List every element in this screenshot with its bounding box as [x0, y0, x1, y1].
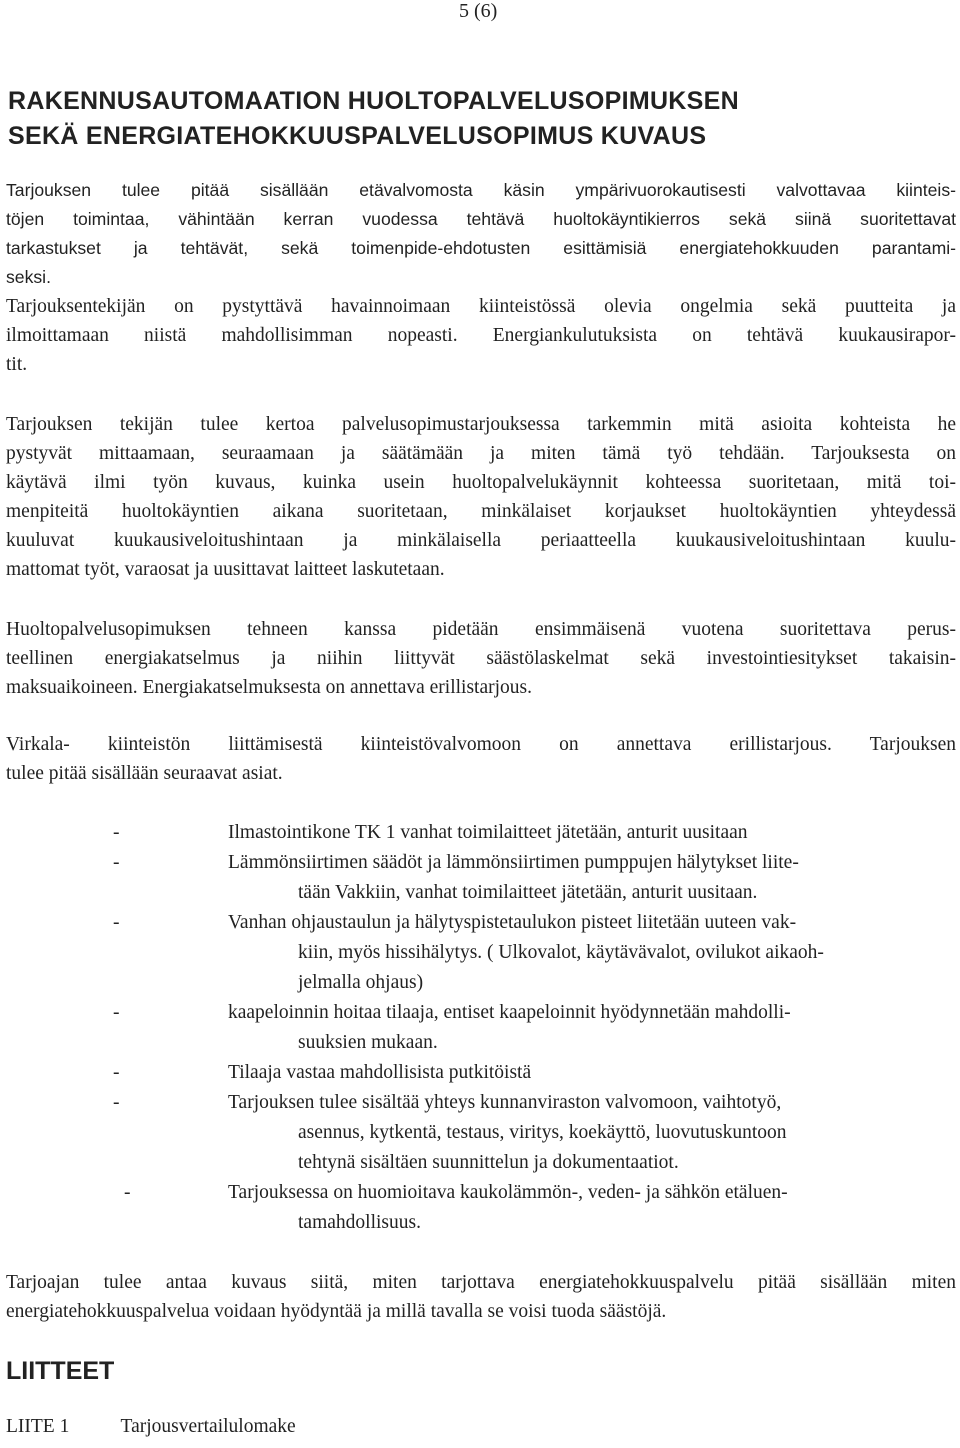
requirements-list [0, 818, 960, 1238]
paragraph-line: maksuaikoineen. Energiakatselmuksesta on annettava erillistarjous. [6, 677, 532, 698]
list-dash: - [113, 1062, 120, 1083]
list-item-text: suuksien mukaan. [298, 1032, 438, 1053]
paragraph-line: ilmoittamaan niistä mahdollisimman nopeasti. Energiankulutuksista on tehtävä kuukausirapor- [6, 325, 956, 346]
list-item [0, 848, 944, 908]
attachments-heading: LIITTEET [6, 1357, 115, 1385]
title-line-1: RAKENNUSAUTOMAATION HUOLTOPALVELUSOPIMUKSEN [8, 87, 739, 115]
list-dash: - [124, 1182, 131, 1203]
list-item [0, 1178, 944, 1238]
list-item [0, 908, 944, 998]
list-item-text: tehtynä sisältäen suunnittelun ja dokumentaatiot. [298, 1152, 679, 1173]
list-dash: - [113, 822, 120, 843]
list-item-text: jelmalla ohjaus) [298, 972, 424, 993]
paragraph-line: tulee pitää sisällään seuraavat asiat. [6, 763, 283, 784]
paragraph-line: tit. [6, 354, 28, 375]
paragraph-line: Huoltopalvelusopimuksen tehneen kanssa pidetään ensimmäisenä vuotena suoritettava perus- [6, 619, 956, 640]
paragraph-line: Virkala- kiinteistön liittämisestä kiinteistövalvomoon on annettava erillistarjous. Tarjouksen [6, 734, 956, 755]
list-dash: - [113, 852, 120, 873]
paragraph-line: käytävä ilmi työn kuvaus, kuinka usein huoltopalvelukäynnit kohteessa suoritetaan, mitä toi- [6, 472, 956, 493]
list-item [0, 1088, 944, 1178]
paragraph-line: Tarjouksen tekijän tulee kertoa palvelusopimustarjouksessa tarkemmin mitä asioita kohteista he [6, 414, 956, 435]
list-item-text: Vanhan ohjaustaulun ja hälytyspistetaulukon pisteet liitetään uuteen vak- [228, 912, 797, 933]
paragraph-line: töjen toimintaa, vähintään kerran vuodessa tehtävä huoltokäyntikierros sekä siinä suoritettavat [6, 209, 956, 229]
paragraph-line: mattomat työt, varaosat ja uusittavat laitteet laskutetaan. [6, 559, 445, 580]
list-dash: - [113, 1092, 120, 1113]
title-line-2: SEKÄ ENERGIATEHOKKUUSPALVELUSOPIMUS KUVAUS [8, 122, 707, 150]
attachment-row [6, 1416, 296, 1438]
paragraph-line: menpiteitä huoltokäyntien aikana suoritetaan, minkälaiset korjaukset huoltokäyntien yhteydessä [6, 501, 956, 522]
page-number: 5 (6) [459, 0, 498, 22]
list-item-text: Tarjouksessa on huomioitava kaukolämmön-, veden- ja sähkön etäluen- [228, 1182, 788, 1203]
list-item-text: tään Vakkiin, vanhat toimilaitteet jätetään, anturit uusitaan. [298, 882, 758, 903]
document-title [8, 84, 739, 154]
list-item [0, 998, 944, 1058]
paragraph-line: Tarjoajan tulee antaa kuvaus siitä, miten tarjottava energiatehokkuuspalvelu pitää sisällään miten [6, 1272, 956, 1293]
paragraph-line: Tarjouksentekijän on pystyttävä havainnoimaan kiinteistössä olevia ongelmia sekä puutteita ja [6, 296, 956, 317]
monitoring-paragraph [6, 292, 956, 379]
list-item-text: kaapeloinnin hoitaa tilaaja, entiset kaapeloinnit hyödynnetään mahdolli- [228, 1002, 791, 1023]
intro-paragraph [6, 176, 956, 292]
list-item-text: Tilaaja vastaa mahdollisista putkitöistä [228, 1062, 532, 1083]
list-item-text: tamahdollisuus. [298, 1212, 421, 1233]
list-dash: - [113, 912, 120, 933]
list-item-text: asennus, kytkentä, testaus, viritys, koekäyttö, luovutuskuntoon [298, 1122, 787, 1143]
virkala-paragraph [6, 730, 956, 788]
paragraph-line: pystyvät mittaamaan, seuraamaan ja säätämään ja miten tämä työ tehdään. Tarjouksesta on [6, 443, 956, 464]
paragraph-line: seksi. [6, 267, 51, 287]
paragraph-line: Tarjouksen tulee pitää sisällään etävalvomosta käsin ympärivuorokautisesti valvottavaa kiinteis- [6, 180, 956, 200]
paragraph-line: tarkastukset ja tehtävät, sekä toimenpide-ehdotusten esittämisiä energiatehokkuuden parantami- [6, 238, 956, 258]
list-item [0, 1058, 944, 1088]
paragraph-line: energiatehokkuuspalvelua voidaan hyödyntää ja millä tavalla se voisi tuoda säästöjä. [6, 1301, 667, 1322]
attachment-label: LIITE 1 [6, 1416, 70, 1437]
list-dash: - [113, 1002, 120, 1023]
energy-audit-paragraph [6, 615, 956, 702]
offer-content-paragraph [6, 410, 956, 584]
list-item-text: Ilmastointikone TK 1 vanhat toimilaitteet jätetään, anturit uusitaan [228, 822, 748, 843]
paragraph-line: kuuluvat kuukausiveloitushintaan ja minkälaisella periaatteella kuukausiveloitushintaan kuulu- [6, 530, 956, 551]
list-item-text: Tarjouksen tulee sisältää yhteys kunnanviraston valvomoon, vaihtotyö, [228, 1092, 782, 1113]
list-item-text: Lämmönsiirtimen säädöt ja lämmönsiirtimen pumppujen hälytykset liite- [228, 852, 799, 873]
list-item [0, 818, 944, 848]
paragraph-line: teellinen energiakatselmus ja niihin liittyvät säästölaskelmat sekä investointiesitykset takaisin- [6, 648, 956, 669]
attachment-name: Tarjousvertailulomake [120, 1416, 296, 1437]
list-item-text: kiin, myös hissihälytys. ( Ulkovalot, käytävävalot, ovilukot aikaoh- [298, 942, 824, 963]
energy-service-paragraph [6, 1268, 956, 1326]
